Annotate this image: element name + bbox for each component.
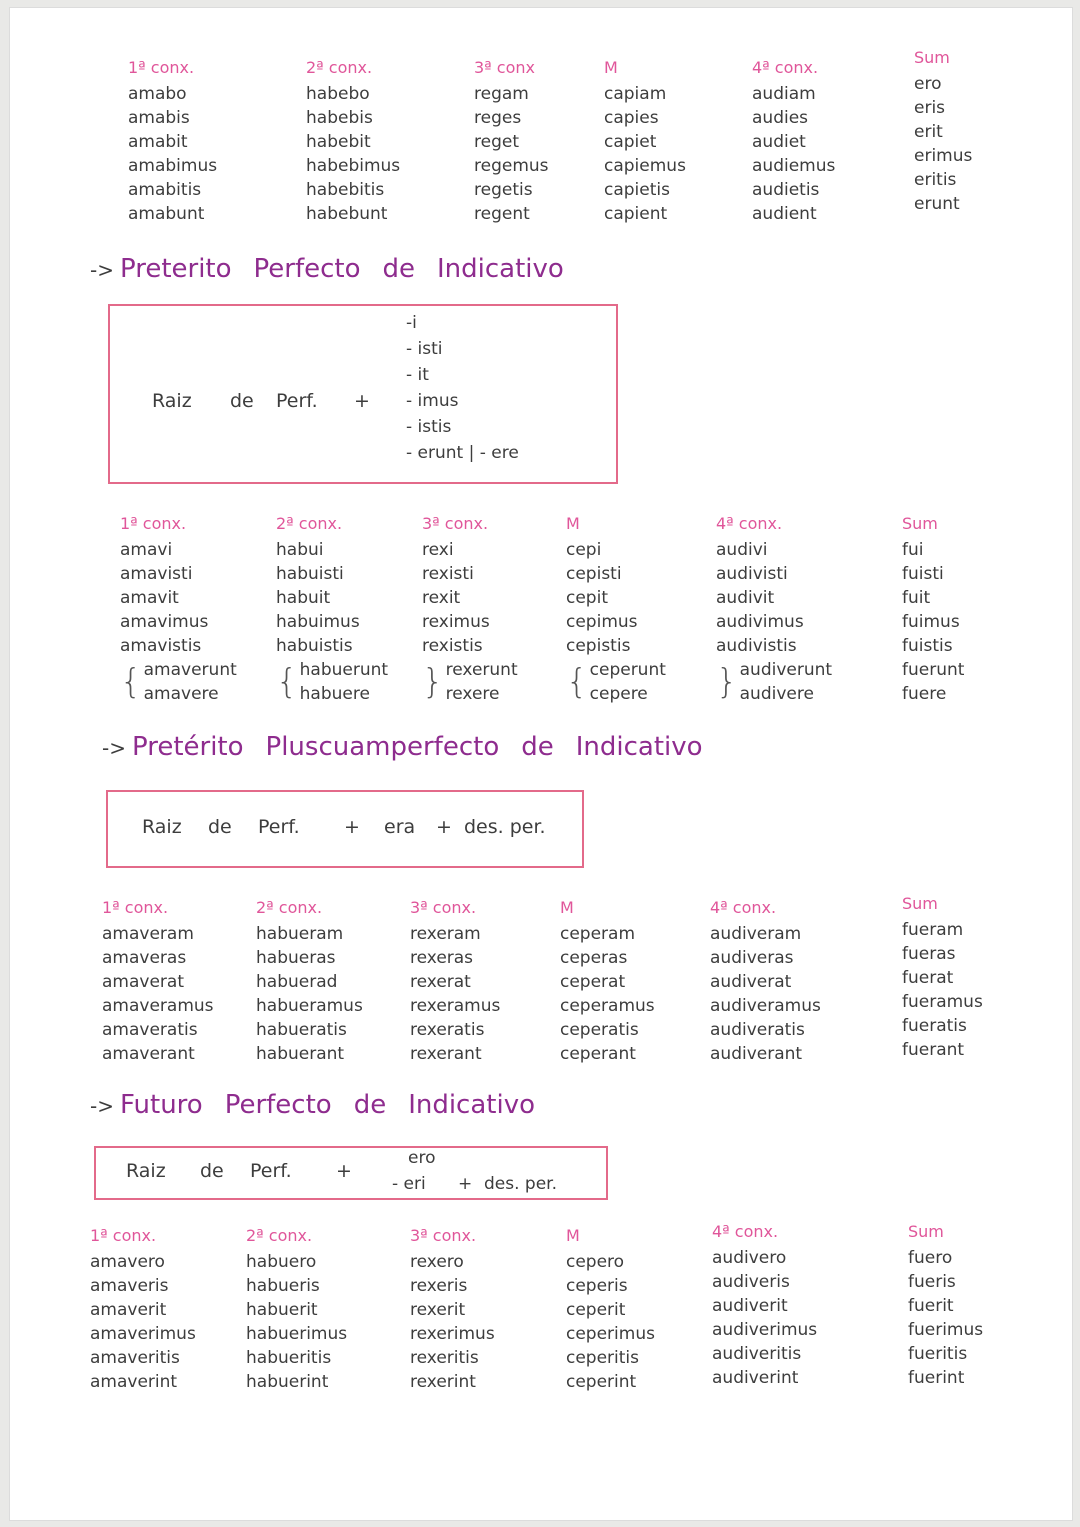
perfect-col-sum bbox=[902, 512, 1022, 706]
verb-form: rexeratis bbox=[410, 1020, 485, 1040]
verb-form: audiverit bbox=[712, 1296, 788, 1316]
futureperfect-col-4 bbox=[566, 1224, 716, 1394]
verb-form: regetis bbox=[474, 180, 533, 200]
rule-root: Raiz bbox=[152, 390, 192, 412]
verb-form: ceperat bbox=[560, 972, 626, 992]
col-header: 1ª conx. bbox=[120, 514, 187, 533]
rule-plus: + bbox=[336, 1160, 352, 1182]
rule-root: Raiz bbox=[126, 1160, 166, 1182]
verb-form: habueritis bbox=[246, 1348, 332, 1368]
col-header: M bbox=[604, 58, 618, 77]
verb-form: amaveras bbox=[102, 948, 187, 968]
col-header: M bbox=[566, 1226, 580, 1245]
pluperfect-col-2 bbox=[256, 896, 406, 1066]
verb-form: fuisti bbox=[902, 564, 944, 584]
pluperfect-col-sum bbox=[902, 892, 1022, 1062]
alternative-forms bbox=[566, 658, 666, 706]
verb-form: habueratis bbox=[256, 1020, 347, 1040]
heading-word: Pluscuamperfecto bbox=[265, 732, 500, 762]
pluperfect-col-4 bbox=[560, 896, 710, 1066]
perfect-col-5 bbox=[716, 512, 866, 706]
verb-form: fuerant bbox=[902, 1040, 965, 1060]
verb-form: habuit bbox=[276, 588, 331, 608]
verb-form: rexere bbox=[445, 684, 500, 704]
verb-form: audiemus bbox=[752, 156, 836, 176]
futureperfect-heading bbox=[90, 1090, 535, 1120]
pluperfect-col-3 bbox=[410, 896, 560, 1066]
col-header: 4ª conx. bbox=[752, 58, 819, 77]
future-col-5 bbox=[752, 56, 902, 226]
verb-form: habui bbox=[276, 540, 324, 560]
verb-form: rexerit bbox=[410, 1300, 466, 1320]
verb-form: capient bbox=[604, 204, 668, 224]
verb-form: audiveramus bbox=[710, 996, 821, 1016]
rule-endings bbox=[406, 310, 519, 466]
verb-form: rexeras bbox=[410, 948, 474, 968]
verb-form: reges bbox=[474, 108, 522, 128]
verb-form: fuero bbox=[908, 1248, 953, 1268]
verb-form: audiam bbox=[752, 84, 816, 104]
verb-form: audiet bbox=[752, 132, 806, 152]
alternative-forms bbox=[422, 658, 518, 706]
verb-form: rexerant bbox=[410, 1044, 482, 1064]
verb-form: amaverint bbox=[90, 1372, 178, 1392]
brace-icon: { bbox=[276, 662, 298, 702]
col-header: 2ª conx. bbox=[256, 898, 323, 917]
verb-form: habebitis bbox=[306, 180, 385, 200]
verb-form: rexi bbox=[422, 540, 454, 560]
notebook-page bbox=[10, 8, 1072, 1520]
verb-form: ceperas bbox=[560, 948, 628, 968]
verb-form: audiverint bbox=[712, 1368, 799, 1388]
verb-form: amavistis bbox=[120, 636, 202, 656]
verb-form: cepero bbox=[566, 1252, 625, 1272]
verb-form: audiveritis bbox=[712, 1344, 802, 1364]
verb-form: audient bbox=[752, 204, 817, 224]
verb-form: habuerit bbox=[246, 1300, 318, 1320]
alternative-forms bbox=[120, 658, 237, 706]
rule-eri: - eri bbox=[392, 1174, 426, 1194]
alternative-forms bbox=[716, 658, 832, 706]
verb-form: amaveris bbox=[90, 1276, 169, 1296]
verb-form: regemus bbox=[474, 156, 549, 176]
verb-form: amabo bbox=[128, 84, 187, 104]
verb-form: amaverant bbox=[102, 1044, 195, 1064]
ending: - it bbox=[406, 365, 429, 385]
verb-form: fuistis bbox=[902, 636, 953, 656]
futureperfect-col-5 bbox=[712, 1220, 862, 1390]
verb-form: amavero bbox=[90, 1252, 165, 1272]
col-header: 4ª conx. bbox=[710, 898, 777, 917]
verb-form: audivistis bbox=[716, 636, 797, 656]
heading-word: Perfecto bbox=[224, 1090, 332, 1120]
verb-form: fuimus bbox=[902, 612, 960, 632]
future-col-2 bbox=[306, 56, 456, 226]
heading-word: Indicativo bbox=[437, 254, 564, 284]
heading-word: Pretérito bbox=[131, 732, 244, 762]
verb-form: amabimus bbox=[128, 156, 218, 176]
alternative-forms bbox=[276, 658, 388, 706]
verb-form: habuere bbox=[299, 684, 370, 704]
verb-form: eris bbox=[914, 98, 946, 118]
verb-form: rexisti bbox=[422, 564, 474, 584]
verb-form: ceperis bbox=[566, 1276, 628, 1296]
verb-form: regam bbox=[474, 84, 529, 104]
verb-form: amaverat bbox=[102, 972, 184, 992]
rule-perf: Perf. bbox=[276, 390, 318, 412]
verb-form: amaverimus bbox=[90, 1324, 196, 1344]
heading-word: de bbox=[521, 732, 554, 762]
col-header: 1ª conx. bbox=[90, 1226, 157, 1245]
heading-word: Preterito bbox=[119, 254, 232, 284]
heading-word: Perfecto bbox=[253, 254, 361, 284]
verb-form: fui bbox=[902, 540, 924, 560]
verb-form: habebit bbox=[306, 132, 371, 152]
verb-form: fuerint bbox=[908, 1368, 965, 1388]
rule-de: de bbox=[208, 816, 232, 838]
future-col-4 bbox=[604, 56, 754, 226]
arrow-icon: -> bbox=[102, 736, 126, 760]
verb-form: ceperunt bbox=[589, 660, 666, 680]
col-header: Sum bbox=[914, 48, 950, 67]
verb-form: cepimus bbox=[566, 612, 638, 632]
verb-form: erimus bbox=[914, 146, 973, 166]
verb-form: fuerunt bbox=[902, 660, 965, 680]
verb-form: audiveras bbox=[710, 948, 794, 968]
verb-form: fuere bbox=[902, 684, 947, 704]
col-header: Sum bbox=[902, 894, 938, 913]
rule-personal-endings: des. per. bbox=[464, 816, 546, 838]
rule-plus: + bbox=[354, 390, 370, 412]
verb-form: ero bbox=[914, 74, 942, 94]
verb-form: audivit bbox=[716, 588, 775, 608]
col-header: Sum bbox=[902, 514, 938, 533]
rule-perf: Perf. bbox=[250, 1160, 292, 1182]
verb-form: amaveratis bbox=[102, 1020, 198, 1040]
col-header: 4ª conx. bbox=[712, 1222, 779, 1241]
col-header: M bbox=[566, 514, 580, 533]
verb-form: ceperint bbox=[566, 1372, 637, 1392]
verb-form: audiverimus bbox=[712, 1320, 818, 1340]
verb-form: audivisti bbox=[716, 564, 788, 584]
perfect-col-3 bbox=[422, 512, 572, 706]
verb-form: rexerimus bbox=[410, 1324, 495, 1344]
verb-form: habuistis bbox=[276, 636, 353, 656]
verb-form: habueras bbox=[256, 948, 336, 968]
rule-ero: ero bbox=[408, 1148, 436, 1168]
futureperfect-col-1 bbox=[90, 1224, 240, 1394]
verb-form: cepistis bbox=[566, 636, 631, 656]
verb-form: reget bbox=[474, 132, 519, 152]
verb-form: capiemus bbox=[604, 156, 686, 176]
verb-form: rexerat bbox=[410, 972, 471, 992]
brace-icon: } bbox=[422, 662, 444, 702]
verb-form: amavimus bbox=[120, 612, 209, 632]
verb-form: capiet bbox=[604, 132, 657, 152]
verb-form: habueram bbox=[256, 924, 344, 944]
ending: - erunt | - ere bbox=[406, 443, 519, 463]
verb-form: habebimus bbox=[306, 156, 401, 176]
verb-form: habueramus bbox=[256, 996, 363, 1016]
rule-root: Raiz bbox=[142, 816, 182, 838]
verb-form: habuerimus bbox=[246, 1324, 348, 1344]
verb-form: rexit bbox=[422, 588, 461, 608]
verb-form: rexeramus bbox=[410, 996, 501, 1016]
pluperfect-rule-box bbox=[106, 790, 584, 868]
pluperfect-heading bbox=[102, 732, 703, 762]
futureperfect-rule-box bbox=[94, 1146, 608, 1200]
verb-form: fueram bbox=[902, 920, 964, 940]
col-header: 3ª conx. bbox=[410, 1226, 477, 1245]
rule-de: de bbox=[230, 390, 254, 412]
verb-form: capietis bbox=[604, 180, 670, 200]
verb-form: cepit bbox=[566, 588, 608, 608]
verb-form: habueris bbox=[246, 1276, 320, 1296]
verb-form: amaverit bbox=[90, 1300, 167, 1320]
verb-form: regent bbox=[474, 204, 530, 224]
verb-form: audies bbox=[752, 108, 809, 128]
verb-form: audivimus bbox=[716, 612, 804, 632]
verb-form: audivere bbox=[739, 684, 814, 704]
futureperfect-col-3 bbox=[410, 1224, 560, 1394]
arrow-icon: -> bbox=[90, 258, 114, 282]
verb-form: audiverant bbox=[710, 1044, 803, 1064]
verb-form: ceperitis bbox=[566, 1348, 640, 1368]
verb-form: amabis bbox=[128, 108, 190, 128]
verb-form: audivi bbox=[716, 540, 768, 560]
future-col-sum bbox=[914, 46, 1024, 216]
brace-icon: } bbox=[716, 662, 738, 702]
verb-form: amavisti bbox=[120, 564, 193, 584]
col-header: 3ª conx bbox=[474, 58, 535, 77]
verb-form: rexerunt bbox=[445, 660, 518, 680]
futureperfect-col-sum bbox=[908, 1220, 1028, 1390]
verb-form: erunt bbox=[914, 194, 960, 214]
heading-word: de bbox=[382, 254, 416, 284]
verb-form: amavit bbox=[120, 588, 179, 608]
verb-form: fuerat bbox=[902, 968, 954, 988]
heading-word: Indicativo bbox=[408, 1090, 536, 1120]
ending: - isti bbox=[406, 339, 443, 359]
ending: - imus bbox=[406, 391, 459, 411]
verb-form: rexeritis bbox=[410, 1348, 479, 1368]
verb-form: amavi bbox=[120, 540, 173, 560]
verb-form: capiam bbox=[604, 84, 667, 104]
verb-form: fueris bbox=[908, 1272, 956, 1292]
verb-form: cepere bbox=[589, 684, 648, 704]
verb-form: amabunt bbox=[128, 204, 205, 224]
verb-form: reximus bbox=[422, 612, 490, 632]
verb-form: amaveram bbox=[102, 924, 194, 944]
verb-form: habuero bbox=[246, 1252, 317, 1272]
verb-form: amaveritis bbox=[90, 1348, 180, 1368]
verb-form: fueratis bbox=[902, 1016, 967, 1036]
verb-form: audiveris bbox=[712, 1272, 790, 1292]
verb-form: eritis bbox=[914, 170, 957, 190]
col-header: 3ª conx. bbox=[410, 898, 477, 917]
col-header: 2ª conx. bbox=[276, 514, 343, 533]
verb-form: audiveram bbox=[710, 924, 802, 944]
rule-era: era bbox=[384, 816, 416, 838]
col-header: 1ª conx. bbox=[128, 58, 195, 77]
col-header: M bbox=[560, 898, 574, 917]
ending: -i bbox=[406, 313, 417, 333]
verb-form: habebo bbox=[306, 84, 370, 104]
col-header: 4ª conx. bbox=[716, 514, 783, 533]
heading-word: Indicativo bbox=[575, 732, 703, 762]
col-header: 3ª conx. bbox=[422, 514, 489, 533]
verb-form: audiverunt bbox=[739, 660, 833, 680]
verb-form: habebunt bbox=[306, 204, 388, 224]
verb-form: audiveratis bbox=[710, 1020, 805, 1040]
verb-form: rexerint bbox=[410, 1372, 476, 1392]
heading-word: Futuro bbox=[119, 1090, 203, 1120]
brace-icon: { bbox=[566, 662, 588, 702]
verb-form: fueramus bbox=[902, 992, 983, 1012]
verb-form: habebis bbox=[306, 108, 373, 128]
verb-form: amavere bbox=[143, 684, 219, 704]
pluperfect-col-1 bbox=[102, 896, 252, 1066]
col-header: 1ª conx. bbox=[102, 898, 169, 917]
verb-form: ceperimus bbox=[566, 1324, 655, 1344]
verb-form: capies bbox=[604, 108, 659, 128]
verb-form: habuisti bbox=[276, 564, 344, 584]
col-header: Sum bbox=[908, 1222, 944, 1241]
verb-form: audiverat bbox=[710, 972, 792, 992]
ending: - istis bbox=[406, 417, 452, 437]
brace-icon: { bbox=[120, 662, 142, 702]
verb-form: cepisti bbox=[566, 564, 622, 584]
arrow-icon: -> bbox=[90, 1094, 114, 1118]
pluperfect-col-5 bbox=[710, 896, 860, 1066]
verb-form: cepi bbox=[566, 540, 602, 560]
verb-form: amabitis bbox=[128, 180, 202, 200]
perfect-heading bbox=[90, 254, 564, 284]
rule-plus: + bbox=[344, 816, 360, 838]
verb-form: audivero bbox=[712, 1248, 787, 1268]
verb-form: fueras bbox=[902, 944, 956, 964]
col-header: 2ª conx. bbox=[246, 1226, 313, 1245]
futureperfect-col-2 bbox=[246, 1224, 396, 1394]
verb-form: habuimus bbox=[276, 612, 360, 632]
verb-form: habuerad bbox=[256, 972, 338, 992]
perfect-col-2 bbox=[276, 512, 426, 706]
col-header: 2ª conx. bbox=[306, 58, 373, 77]
verb-form: fuerit bbox=[908, 1296, 954, 1316]
verb-form: rexeris bbox=[410, 1276, 468, 1296]
verb-form: audietis bbox=[752, 180, 820, 200]
verb-form: ceperam bbox=[560, 924, 636, 944]
verb-form: habuerunt bbox=[299, 660, 389, 680]
verb-form: fueritis bbox=[908, 1344, 968, 1364]
future-col-1 bbox=[128, 56, 278, 226]
rule-de: de bbox=[200, 1160, 224, 1182]
rule-perf: Perf. bbox=[258, 816, 300, 838]
verb-form: rexero bbox=[410, 1252, 464, 1272]
rule-plus: + bbox=[458, 1174, 473, 1194]
verb-form: rexeram bbox=[410, 924, 481, 944]
verb-form: habuerint bbox=[246, 1372, 329, 1392]
future-col-3 bbox=[474, 56, 624, 226]
verb-form: ceperant bbox=[560, 1044, 636, 1064]
verb-form: amabit bbox=[128, 132, 188, 152]
verb-form: ceperit bbox=[566, 1300, 626, 1320]
verb-form: erit bbox=[914, 122, 943, 142]
verb-form: fuit bbox=[902, 588, 931, 608]
rule-personal-endings: des. per. bbox=[484, 1174, 557, 1194]
verb-form: habuerant bbox=[256, 1044, 345, 1064]
verb-form: fuerimus bbox=[908, 1320, 984, 1340]
verb-form: ceperatis bbox=[560, 1020, 639, 1040]
perfect-col-1 bbox=[120, 512, 270, 706]
perfect-rule-box bbox=[108, 304, 618, 484]
perfect-col-4 bbox=[566, 512, 716, 706]
verb-form: amaveramus bbox=[102, 996, 214, 1016]
verb-form: ceperamus bbox=[560, 996, 655, 1016]
heading-word: de bbox=[353, 1090, 387, 1120]
verb-form: amaverunt bbox=[143, 660, 237, 680]
verb-form: rexistis bbox=[422, 636, 483, 656]
rule-plus: + bbox=[436, 816, 452, 838]
